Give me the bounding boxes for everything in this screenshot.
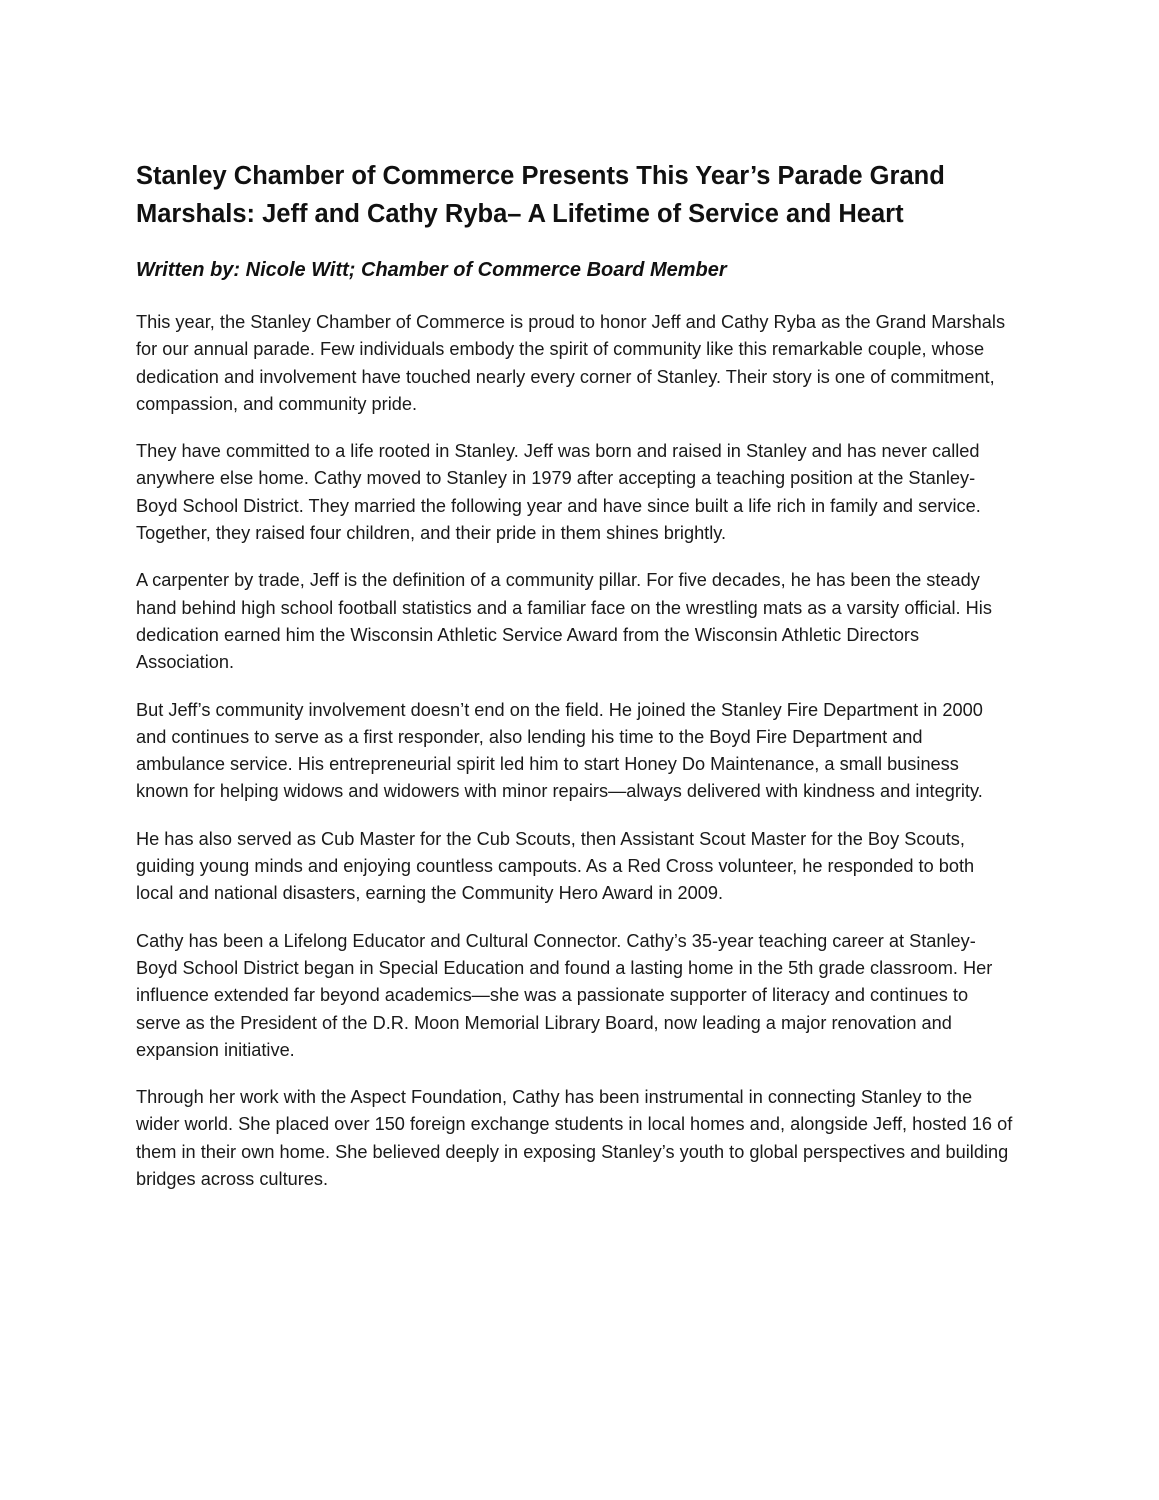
paragraph-educator: Cathy has been a Lifelong Educator and Cultural Connector. Cathy’s 35-year teaching career at Stanley-Boyd School District began in Special Education and found a lasting home in the 5th grade classroom. Her influence extended far beyond academics—she was a passionate supporter of literacy and continues to serve as the President of the D.R. Moon Memorial Library Board, now leading a major renovation and expansion initiative. bbox=[136, 930, 993, 1060]
article-byline: Written by: Nicole Witt; Chamber of Commerce Board Member bbox=[136, 259, 727, 281]
article-title: Stanley Chamber of Commerce Presents This Year’s Parade Grand Marshals: Jeff and Cathy Ryba– A Lifetime of Service and Heart bbox=[136, 162, 945, 228]
article-body bbox=[136, 309, 1016, 1193]
paragraph-roots: They have committed to a life rooted in Stanley. Jeff was born and raised in Stanley and has never called anywhere else home. Cathy moved to Stanley in 1979 after accepting a teaching position at the Stanley-Boyd School District. They married the following year and have since built a life rich in family and service. Together, they raised four children, and their pride in them shines brightly. bbox=[136, 441, 981, 544]
paragraph-fire-department: But Jeff’s community involvement doesn’t end on the field. He joined the Stanley Fire Department in 2000 and continues to serve as a first responder, also lending his time to the Boyd Fire Department and ambulance service. His entrepreneurial spirit led him to start Honey Do Maintenance, a small business known for helping widows and widowers with minor repairs—always delivered with kindness and integrity. bbox=[136, 699, 983, 802]
paragraph-scouts: He has also served as Cub Master for the Cub Scouts, then Assistant Scout Master for the Boy Scouts, guiding young minds and enjoying countless campouts. As a Red Cross volunteer, he responded to both local and national disasters, earning the Community Hero Award in 2009. bbox=[136, 828, 975, 904]
paragraph-aspect-foundation: Through her work with the Aspect Foundation, Cathy has been instrumental in connecting Stanley to the wider world. She placed over 150 foreign exchange students in local homes and, alongside Jeff, hosted 16 of them in their own home. She believed deeply in exposing Stanley’s youth to global perspectives and building bridges across cultures. bbox=[136, 1087, 1013, 1190]
document-page bbox=[136, 158, 1016, 1213]
paragraph-intro: This year, the Stanley Chamber of Commerce is proud to honor Jeff and Cathy Ryba as the Grand Marshals for our annual parade. Few individuals embody the spirit of community like this remarkable couple, whose dedication and involvement have touched nearly every corner of Stanley. Their story is one of commitment, compassion, and community pride. bbox=[136, 312, 1006, 414]
paragraph-carpenter: A carpenter by trade, Jeff is the definition of a community pillar. For five decades, he has been the steady hand behind high school football statistics and a familiar face on the wrestling mats as a varsity official. His dedication earned him the Wisconsin Athletic Service Award from the Wisconsin Athletic Directors Association. bbox=[136, 570, 992, 673]
